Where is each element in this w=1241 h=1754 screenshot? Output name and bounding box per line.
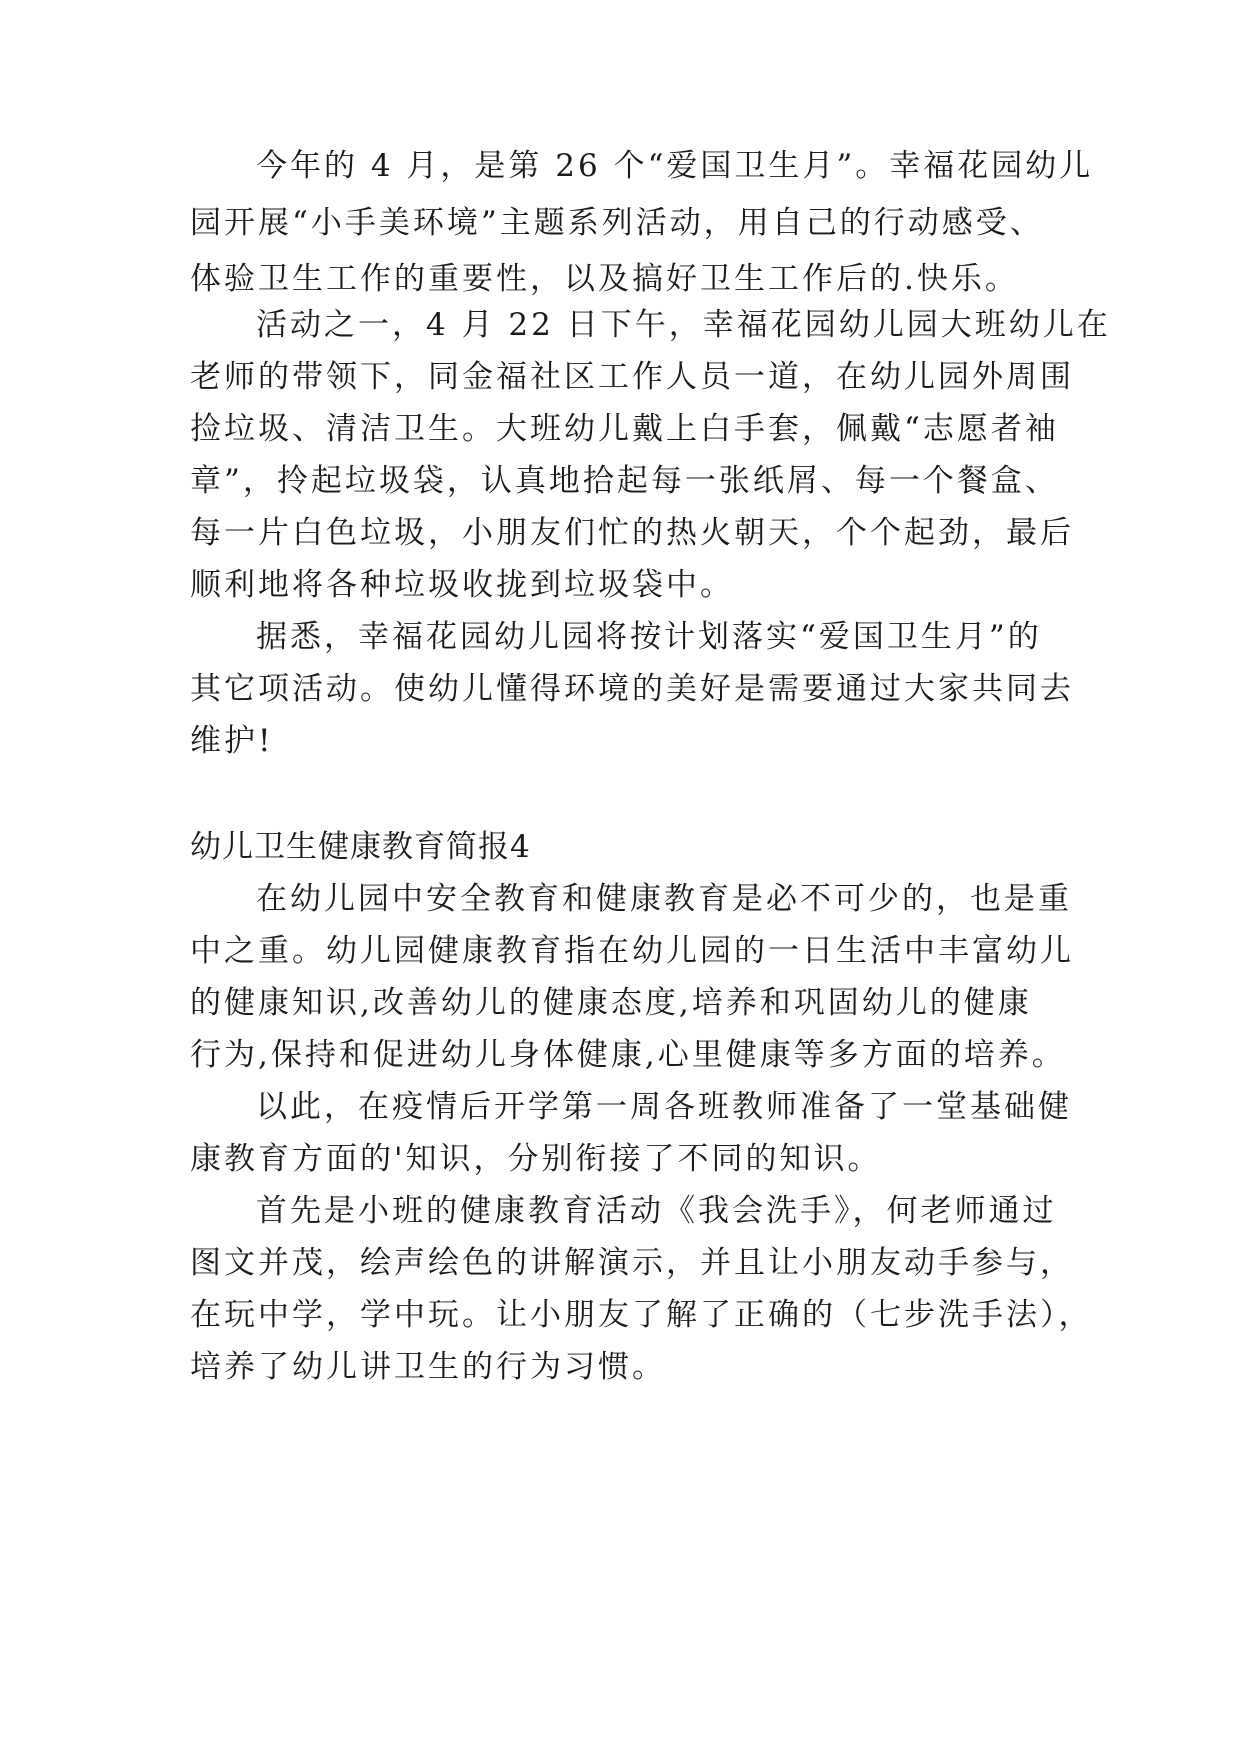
paragraph-6-line-2: 康教育方面的'知识，分别衔接了不同的知识。 (190, 1141, 882, 1177)
section-heading: 幼儿卫生健康教育简报4 (190, 829, 531, 865)
paragraph-2-line-2: 老师的带领下，同金福社区工作人员一道，在幼儿园外周围 (190, 359, 1074, 395)
paragraph-3-line-3: 维护! (190, 723, 274, 759)
paragraph-2-line-6: 顺利地将各种垃圾收拢到垃圾袋中。 (190, 567, 734, 603)
paragraph-1-line-2: 园开展“小手美环境”主题系列活动，用自己的行动感受、 (190, 205, 1044, 241)
paragraph-7-line-3: 在玩中学，学中玩。让小朋友了解了正确的（七步洗手法）， (190, 1297, 1093, 1333)
paragraph-2-line-1: 活动之一，4 月 22 日下午，幸福花园幼儿园大班幼儿在 (256, 307, 1111, 343)
paragraph-7-line-1: 首先是小班的健康教育活动《我会洗手》，何老师通过 (256, 1193, 1057, 1229)
paragraph-2-line-3: 捡垃圾、清洁卫生。大班幼儿戴上白手套，佩戴“志愿者袖 (190, 411, 1059, 447)
paragraph-1-line-1: 今年的 4 月，是第 26 个“爱国卫生月”。幸福花园幼儿 (256, 148, 1094, 184)
paragraph-6-line-1: 以此，在疫情后开学第一周各班教师准备了一堂基础健 (256, 1089, 1072, 1125)
paragraph-5-line-2: 中之重。幼儿园健康教育指在幼儿园的一日生活中丰富幼儿 (190, 933, 1074, 969)
paragraph-1-line-3: 体验卫生工作的重要性，以及搞好卫生工作后的.快乐。 (190, 261, 1019, 297)
paragraph-3-line-1: 据悉，幸福花园幼儿园将按计划落实“爱国卫生月”的 (256, 619, 1042, 655)
paragraph-7-line-4: 培养了幼儿讲卫生的行为习惯。 (190, 1349, 666, 1385)
paragraph-5-line-4: 行为,保持和促进幼儿身体健康,心里健康等多方面的培养。 (190, 1037, 1066, 1073)
paragraph-5-line-3: 的健康知识,改善幼儿的健康态度,培养和巩固幼儿的健康 (190, 985, 1032, 1021)
paragraph-5-line-1: 在幼儿园中安全教育和健康教育是必不可少的，也是重 (256, 881, 1072, 917)
paragraph-2-line-4: 章”，拎起垃圾袋，认真地拾起每一张纸屑、每一个餐盒、 (190, 463, 1059, 499)
paragraph-3-line-2: 其它项活动。使幼儿懂得环境的美好是需要通过大家共同去 (190, 671, 1074, 707)
paragraph-7-line-2: 图文并茂，绘声绘色的讲解演示，并且让小朋友动手参与， (190, 1245, 1074, 1281)
paragraph-2-line-5: 每一片白色垃圾，小朋友们忙的热火朝天，个个起劲，最后 (190, 515, 1074, 551)
